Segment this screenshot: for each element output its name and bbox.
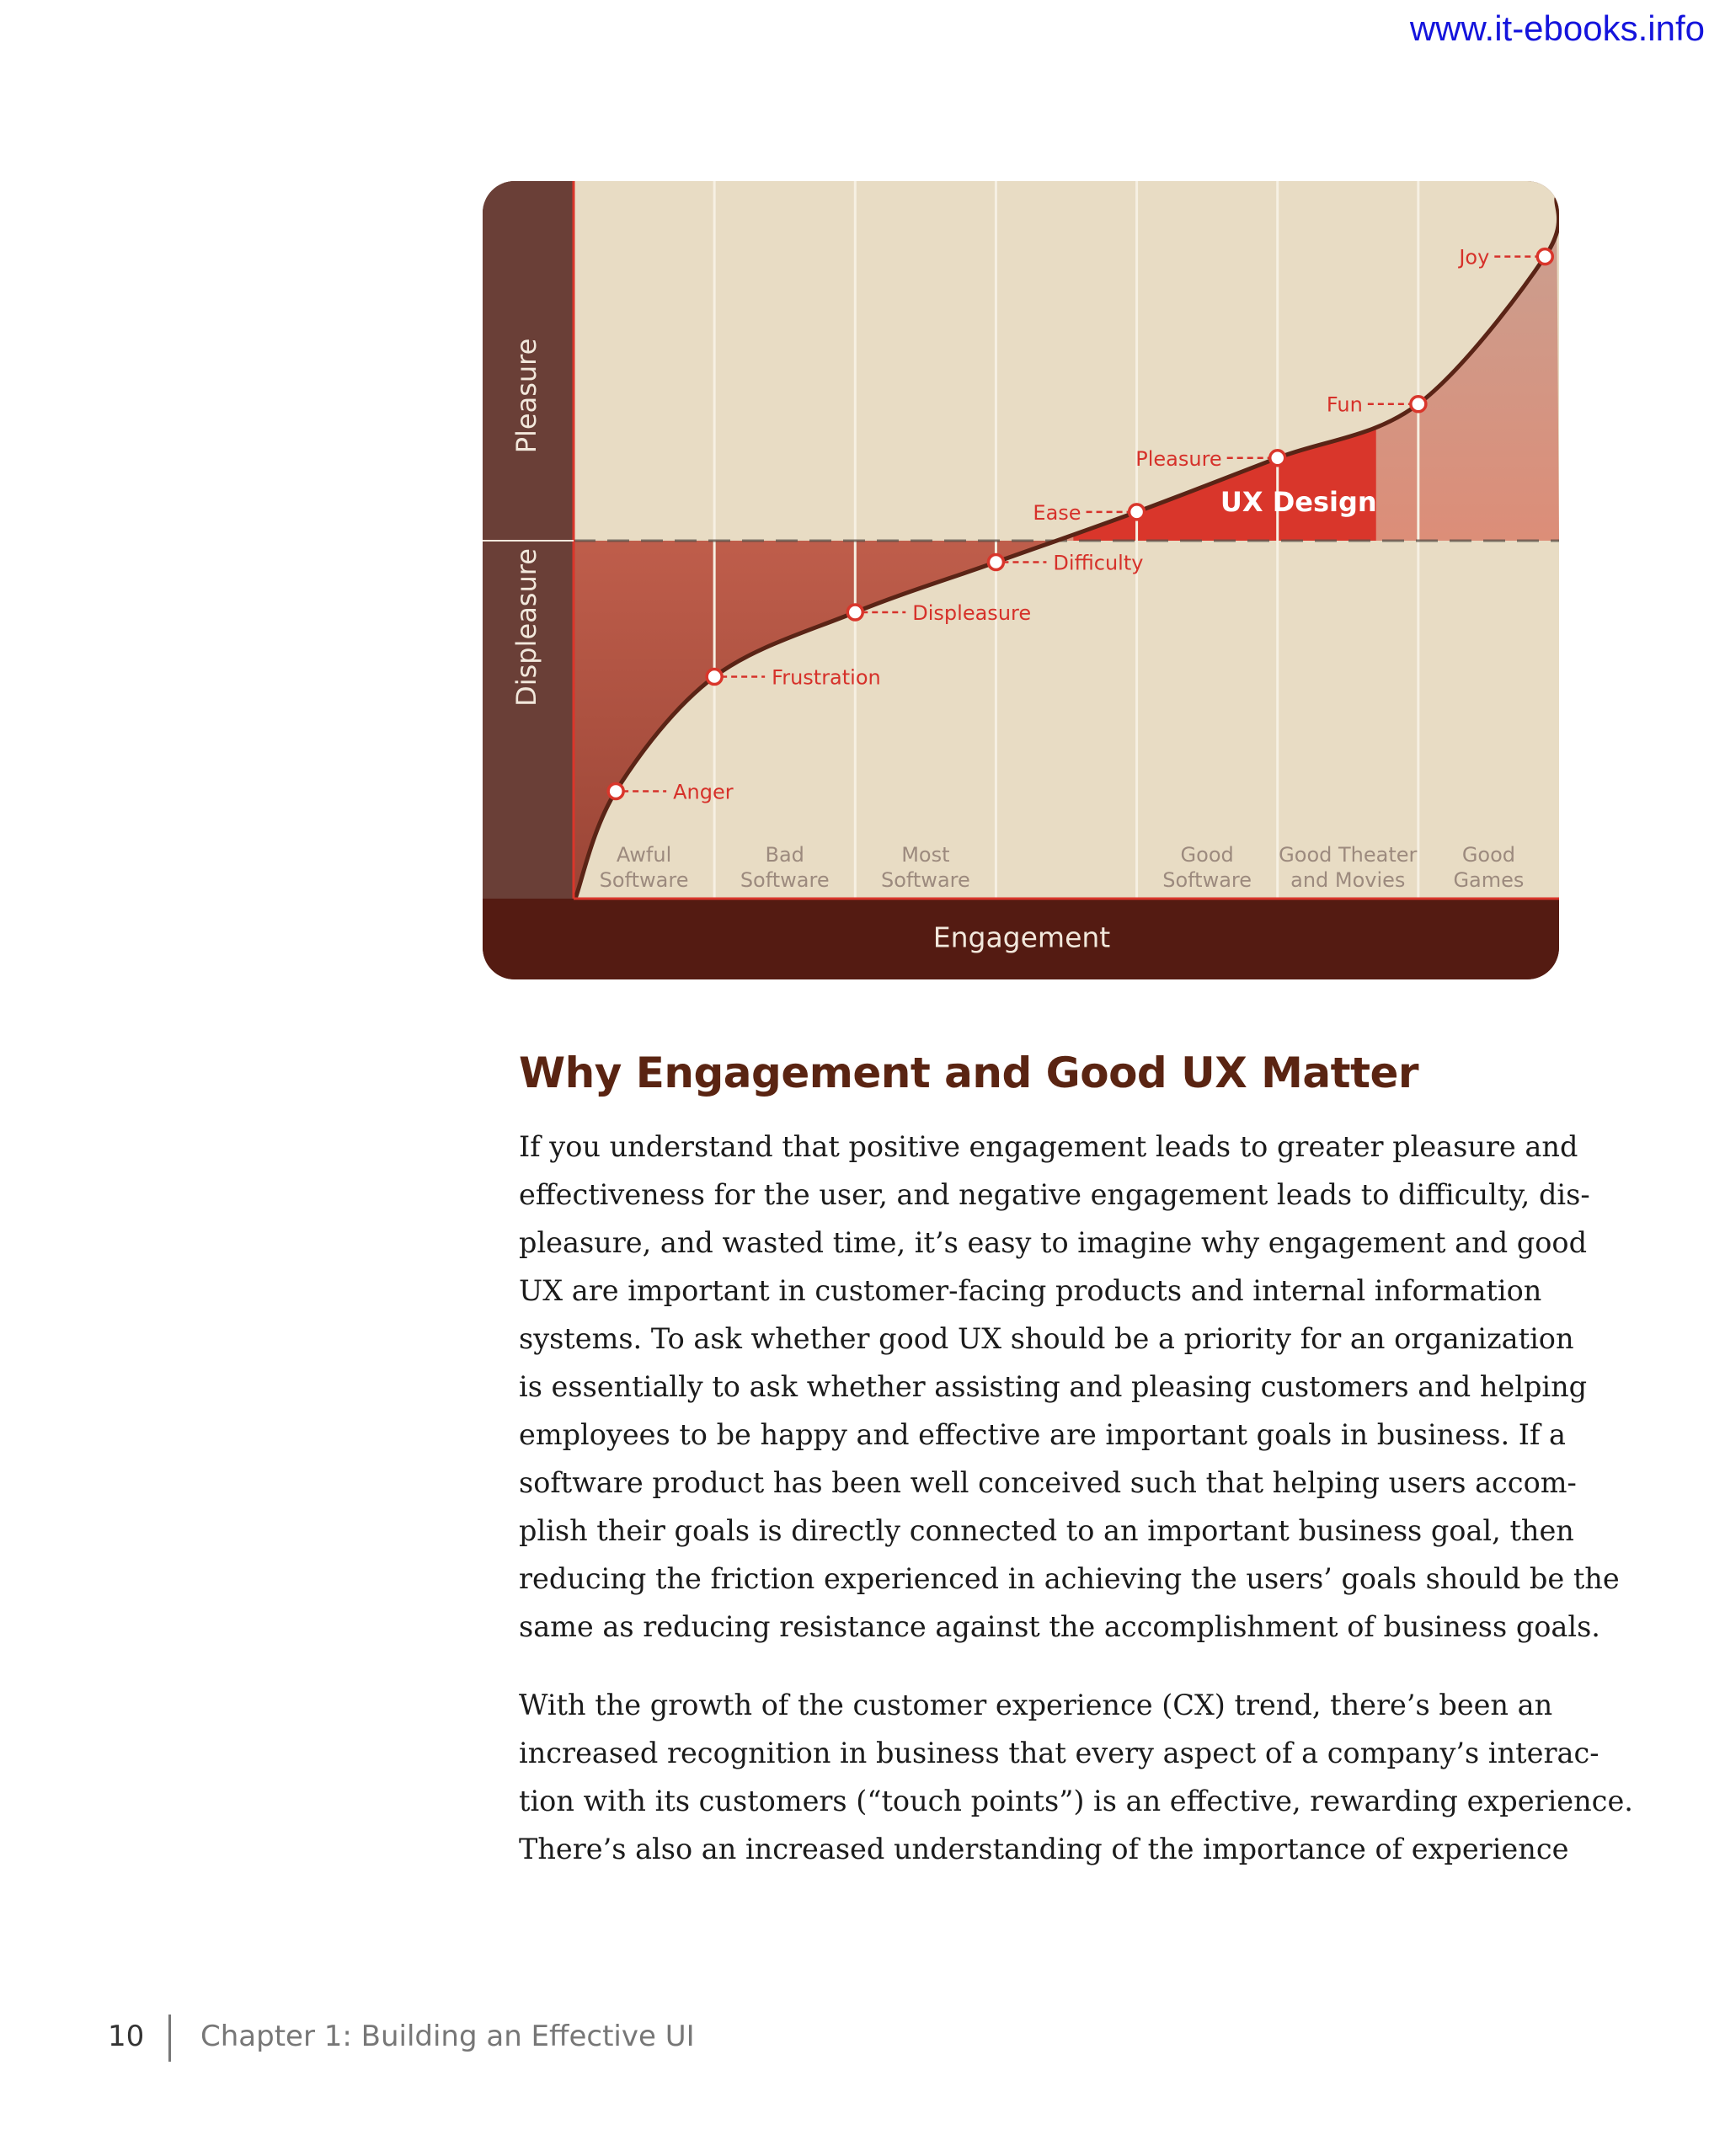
data-point — [707, 670, 722, 685]
paragraph-line: systems. To ask whether good UX should be a priority for an organization — [519, 1322, 1574, 1355]
category-label: Software — [1162, 868, 1252, 892]
ux-design-label: UX Design — [1220, 486, 1377, 518]
category-label: Bad — [765, 843, 804, 867]
paragraph-line: plish their goals is directly connected to an important business goal, then — [519, 1514, 1574, 1547]
category-label: Good — [1461, 843, 1516, 867]
category-label: Software — [740, 868, 830, 892]
data-point — [988, 555, 1003, 570]
data-point — [1270, 451, 1285, 466]
category-label: and Movies — [1290, 868, 1406, 892]
y-label-displeasure: Displeasure — [510, 548, 542, 707]
data-point — [1411, 397, 1426, 412]
category-label: Awful — [616, 843, 672, 867]
paragraph-2 — [519, 1681, 1633, 1873]
paragraph-line: There’s also an increased understanding of the importance of experience — [519, 1833, 1569, 1865]
paragraph-line: is essentially to ask whether assisting and pleasing customers and helping — [519, 1370, 1588, 1403]
category-label: Software — [880, 868, 970, 892]
data-point — [608, 784, 623, 799]
data-point — [847, 605, 862, 620]
paragraph-line: If you understand that positive engagement leads to greater pleasure and — [519, 1130, 1578, 1163]
point-label: Displeasure — [912, 601, 1032, 625]
point-label: Anger — [673, 780, 734, 804]
category-label: Software — [599, 868, 689, 892]
chapter-title: Chapter 1: Building an Effective UI — [200, 2020, 695, 2053]
y-label-pleasure: Pleasure — [510, 338, 542, 454]
paragraph-line: same as reducing resistance against the accomplishment of business goals. — [519, 1610, 1600, 1643]
engagement-chart — [483, 181, 1559, 979]
point-label: Joy — [1459, 245, 1490, 270]
point-label: Difficulty — [1053, 551, 1144, 575]
page-number: 10 — [108, 2020, 145, 2053]
point-label: Fun — [1326, 392, 1363, 417]
point-label: Pleasure — [1135, 446, 1222, 471]
paragraph-line: increased recognition in business that every aspect of a company’s interac- — [519, 1737, 1599, 1769]
paragraph-line: tion with its customers (“touch points”) is an effective, rewarding experience. — [519, 1785, 1633, 1817]
footer-divider — [168, 2015, 171, 2062]
data-point — [1130, 504, 1145, 520]
paragraph-line: employees to be happy and effective are important goals in business. If a — [519, 1418, 1567, 1451]
watermark-link[interactable]: www.it-ebooks.info — [1409, 8, 1705, 48]
point-label: Frustration — [772, 665, 881, 690]
point-label: Ease — [1033, 500, 1081, 525]
engagement-chart-svg — [483, 181, 1559, 979]
paragraph-line: effectiveness for the user, and negative engagement leads to difficulty, dis- — [519, 1178, 1590, 1211]
paragraph-line: pleasure, and wasted time, it’s easy to imagine why engagement and good — [519, 1226, 1588, 1259]
category-label: Good Theater — [1279, 843, 1418, 867]
x-axis-label: Engagement — [932, 921, 1111, 954]
section-heading: Why Engagement and Good UX Matter — [519, 1049, 1419, 1097]
paragraph-line: With the growth of the customer experience (CX) trend, there’s been an — [519, 1689, 1553, 1721]
data-point — [1537, 249, 1552, 264]
category-label: Most — [901, 843, 950, 867]
category-label: Good — [1180, 843, 1234, 867]
category-label: Games — [1453, 868, 1525, 892]
paragraph-line: software product has been well conceived such that helping users accom- — [519, 1466, 1577, 1499]
paragraph-line: UX are important in customer-facing products and internal information — [519, 1274, 1542, 1307]
paragraph-1 — [519, 1123, 1620, 1651]
paragraph-line: reducing the friction experienced in achieving the users’ goals should be the — [519, 1562, 1620, 1595]
